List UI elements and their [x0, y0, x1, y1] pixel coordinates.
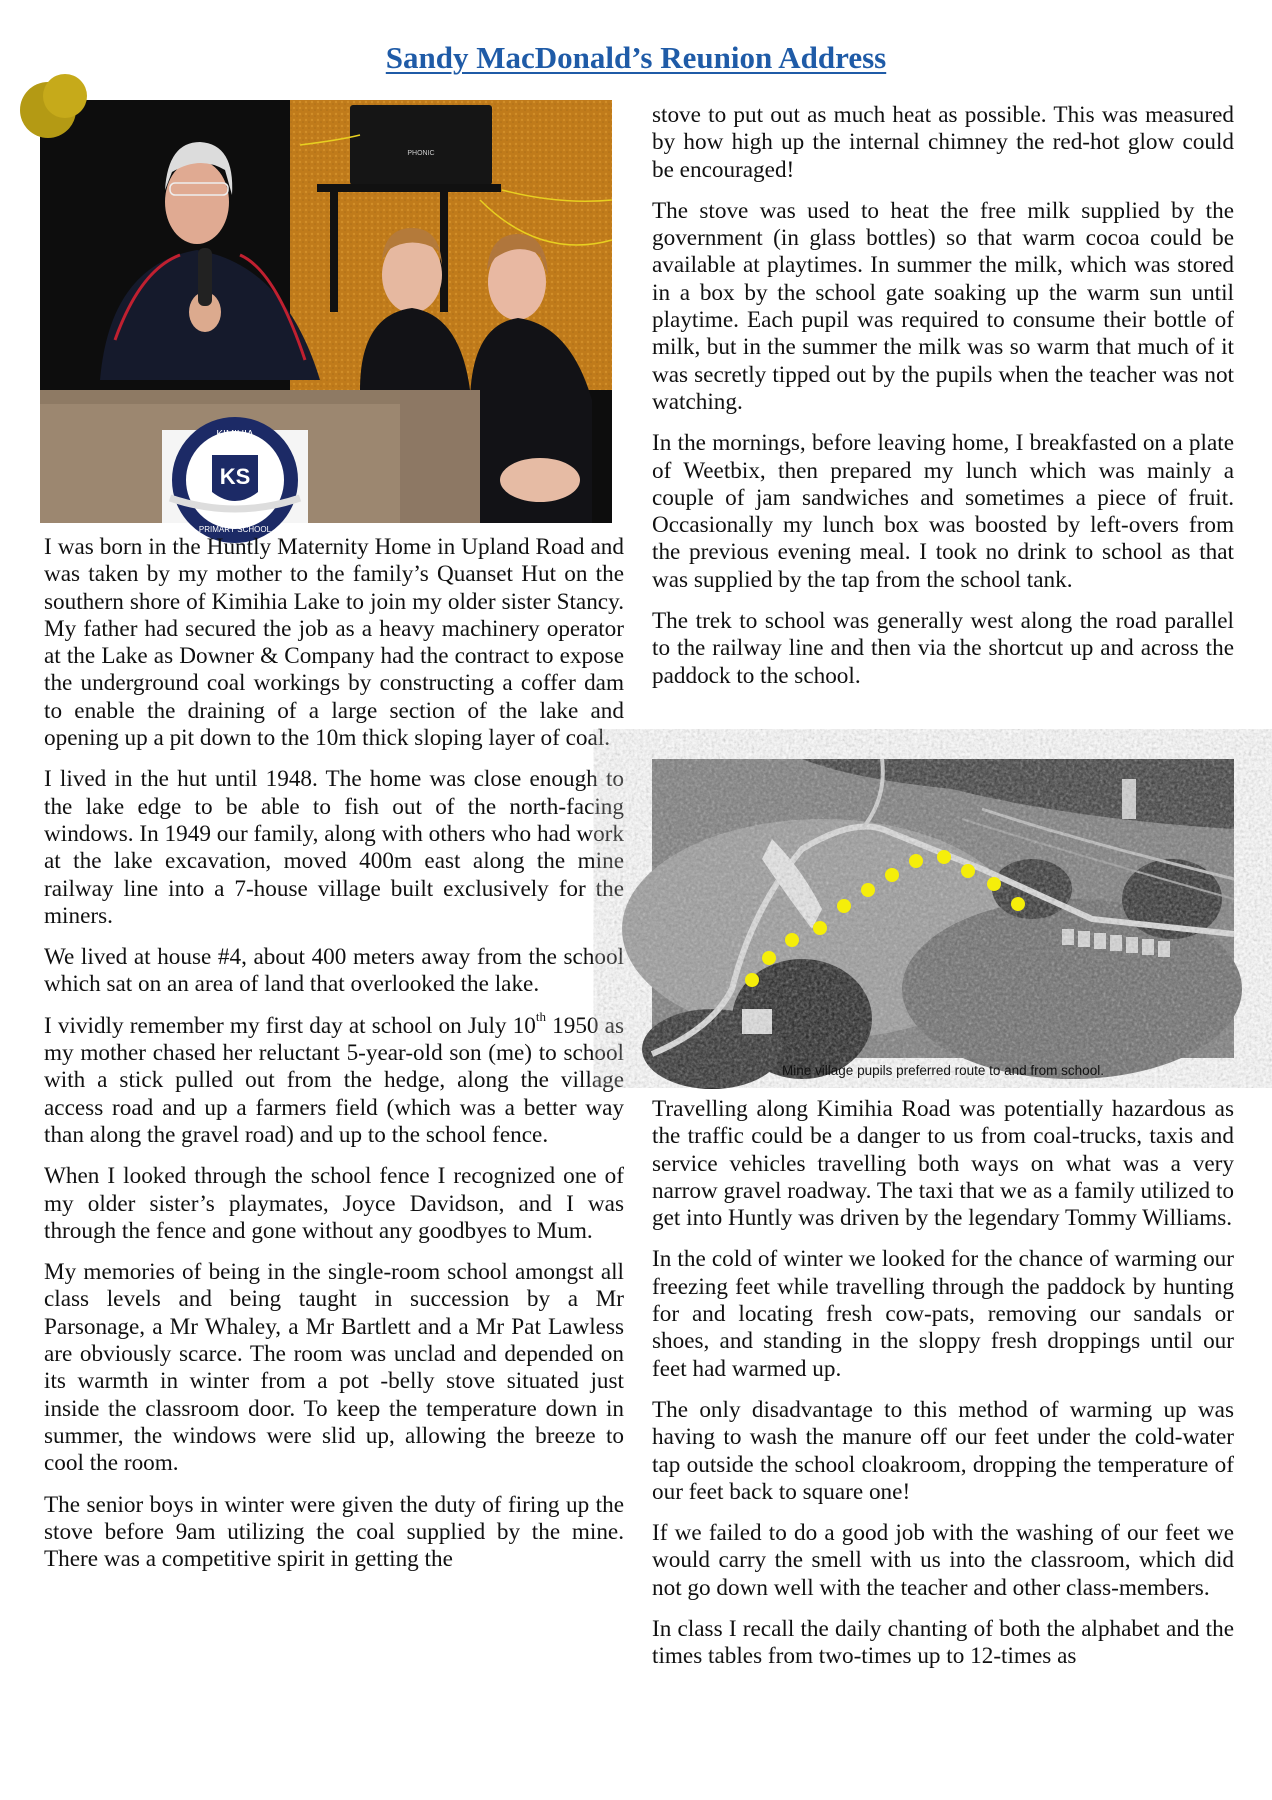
route-dot	[813, 921, 827, 935]
route-dot	[785, 933, 799, 947]
paragraph-fence: When I looked through the school fence I recognized one of my older sister’s playmates, Joyce Davidson, and I was through the fence and gone without any goodbyes to Mum.	[44, 1163, 624, 1244]
school-name-bottom: PRIMARY SCHOOL	[198, 525, 272, 534]
paragraph-senior-boys: The senior boys in winter were given the duty of firing up the stove before 9am utilizing the coal supplied by the mine. There was a competitive spirit in getting the	[44, 1491, 624, 1573]
paragraph-house: We lived at house #4, about 400 meters away from the school which sat on an area of land that overlooked the lake.	[44, 944, 624, 998]
route-dot	[961, 864, 975, 878]
paragraph-trek: The trek to school was generally west along the road parallel to the railway line and then via the shortcut up and across the paddock to the school.	[652, 608, 1234, 689]
paragraph-first-day	[44, 1009, 624, 1149]
left-column	[44, 534, 624, 1587]
route-dot	[1011, 897, 1025, 911]
paragraph-cold-winter: In the cold of winter we looked for the chance of warming our freezing feet while travelling through the paddock by hunting for and locating fresh cow-pats, removing our sandals or shoes, and standing in the sloppy fresh droppings until our feet had warmed up.	[652, 1246, 1234, 1382]
paragraph-washing: If we failed to do a good job with the washing of our feet we would carry the smell with us into the classroom, which did not go down well with the teacher and other class-members.	[652, 1520, 1234, 1601]
route-dot	[937, 850, 951, 864]
paragraph-birth: I was born in the Huntly Maternity Home in Upland Road and was taken by my mother to the family’s Quanset Hut on the southern shore of Kimihia Lake to join my older sister Stancy. My father had secured the job as a heavy machinery operator at the Lake as Downer & Company had the contract to expose the underground coal workings by constructing a coffer dam to enable the draining of a large section of the lake and opening up a pit down to the 10m thick sloping layer of coal.	[44, 534, 624, 752]
ordinal-superscript: th	[535, 1009, 546, 1025]
route-dot	[745, 973, 759, 987]
route-dot	[909, 854, 923, 868]
right-column-top	[652, 102, 1234, 704]
paragraph-kimihia-road: Travelling along Kimihia Road was potentially hazardous as the traffic could be a danger to us from coal-trucks, taxis and service vehicles travelling both ways on what was a very narrow gravel roadway. The taxi that we as a family utilized to get into Huntly was driven by the legendary Tommy Williams.	[652, 1096, 1234, 1232]
page-title-text: Sandy MacDonald’s Reunion Address	[385, 40, 887, 75]
paragraph-disadvantage: The only disadvantage to this method of warming up was having to wash the manure off our feet under the cold-water tap outside the school cloakroom, dropping the temperature of our feet back to square one!	[652, 1396, 1234, 1505]
paragraph-hut: I lived in the hut until 1948. The home was close enough to the lake edge to be able to fish out of the north-facing windows. In 1949 our family, along with others who had work at the lake excavation, moved 400m east along the mine railway line into a 7-house village built exclusively for the miners.	[44, 766, 624, 929]
paragraph-mornings: In the mornings, before leaving home, I breakfasted on a plate of Weetbix, then prepared my lunch which was mainly a couple of jam sandwiches and sometimes a piece of fruit. Occasionally my lunch box was boosted by left-overs from the previous evening meal. I took no drink to school as that was supplied by the tap from the school tank.	[652, 430, 1234, 593]
speaker-brand: PHONIC	[407, 150, 435, 157]
school-monogram: KS	[219, 464, 251, 489]
paragraph-chanting: In class I recall the daily chanting of both the alphabet and the times tables from two-times up to 12-times as	[652, 1616, 1234, 1670]
aerial-caption: Mine village pupils preferred route to and from school.	[782, 1063, 1104, 1078]
route-dot	[861, 883, 875, 897]
school-name-top: KIMIHIA	[216, 429, 254, 440]
speaker-photo	[40, 100, 612, 534]
paragraph-stove: stove to put out as much heat as possible. This was measured by how high up the internal chimney the red-hot glow could be encouraged!	[652, 102, 1234, 183]
route-dot	[762, 951, 776, 965]
route-dot	[987, 877, 1001, 891]
route-dot	[837, 899, 851, 913]
paragraph-milk: The stove was used to heat the free milk supplied by the government (in glass bottles) so that warm cocoa could be available at playtimes. In summer the milk, which was stored in a box by the school gate soaking up the warm sun until playtime. Each pupil was required to consume their bottle of milk, but in the summer the milk was so warm that much of it was secretly tipped out by the pupils when the teacher was not watching.	[652, 197, 1234, 415]
right-column-bottom	[652, 1096, 1234, 1685]
page-title	[0, 40, 1272, 76]
paragraph-memories: My memories of being in the single-room school amongst all class levels and being taught in succession by a Mr Parsonage, a Mr Whaley, a Mr Bartlett and a Mr Pat Lawless are obviously scarce. The room was unclad and depended on its warmth in winter from a pot -belly stove situated just inside the classroom door. To keep the temperature down in summer, the windows were slid up, allowing the breeze to cool the room.	[44, 1259, 624, 1477]
first-day-text-end: 1950 as my mother chased her reluctant 5-year-old son (me) to school with a stick pulled out from the hedge, along the village access road and up a farmers field (which was a better way than along the gravel road) and up to the school fence.	[44, 1012, 624, 1148]
aerial-photo	[652, 759, 1234, 1058]
route-dot	[885, 868, 899, 882]
first-day-text-start: I vividly remember my first day at school on July 10	[44, 1012, 536, 1039]
